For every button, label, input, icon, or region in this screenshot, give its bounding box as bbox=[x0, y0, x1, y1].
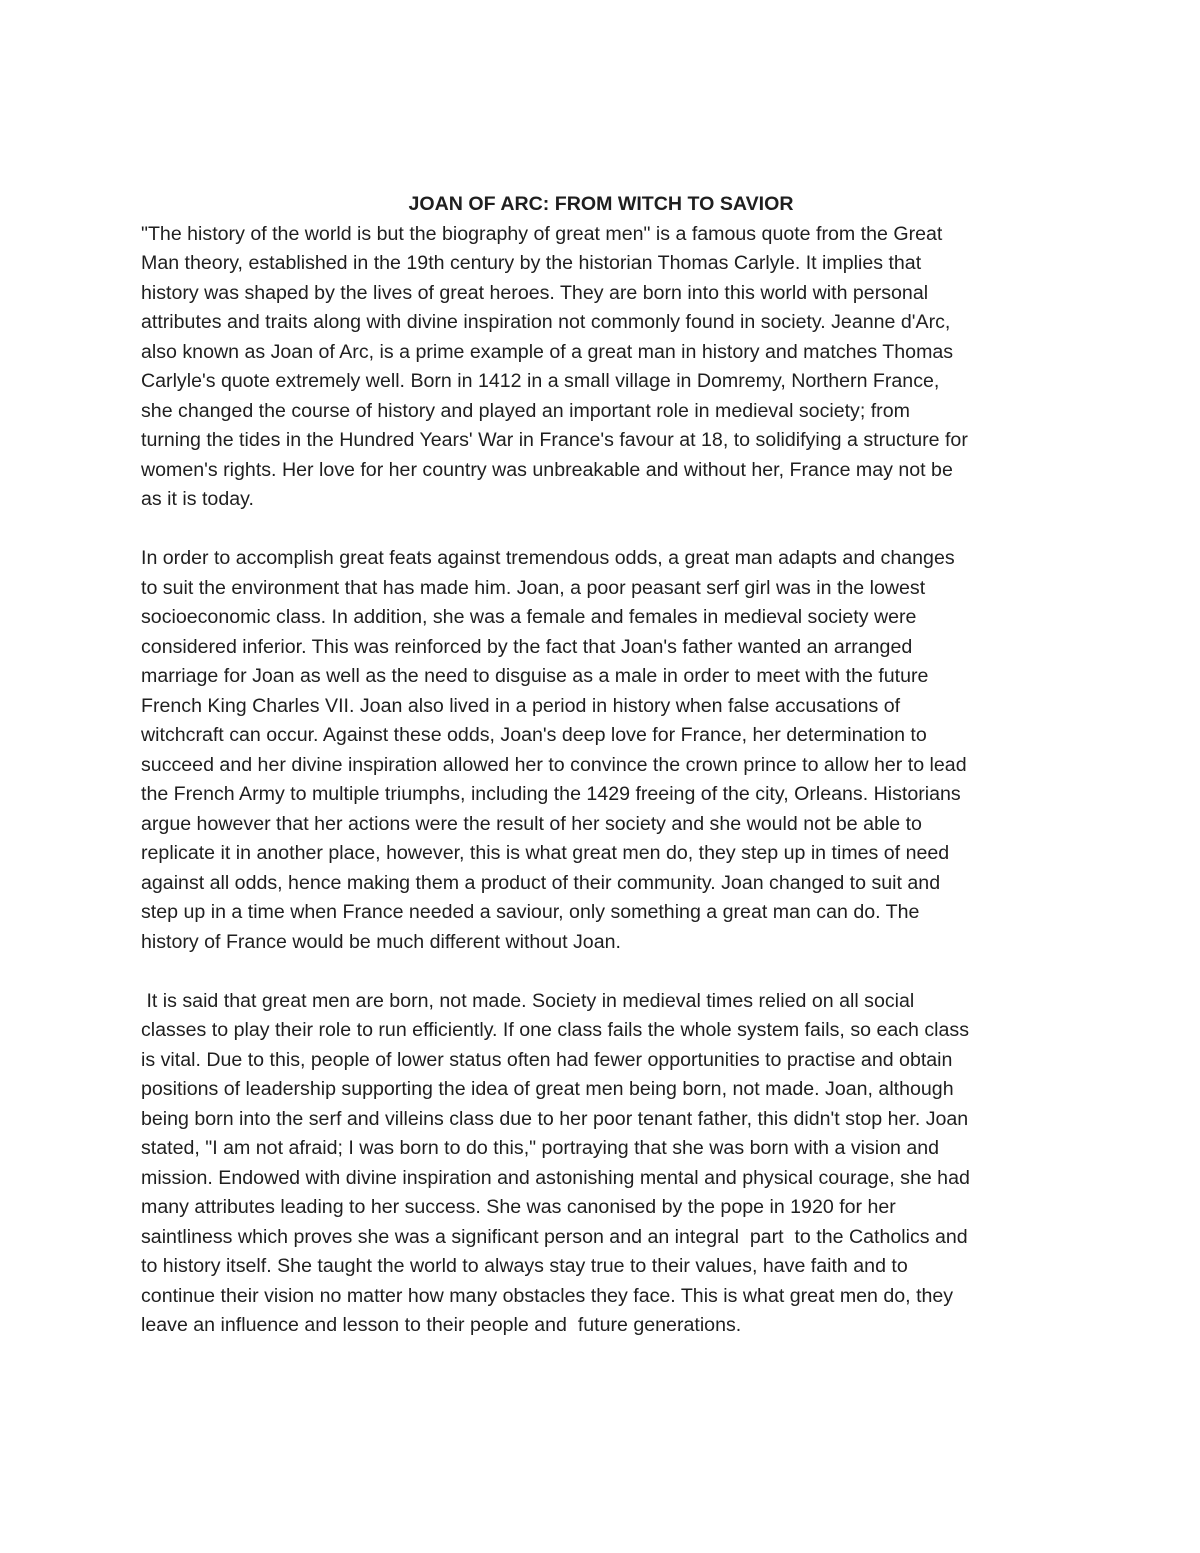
text-line: is vital. Due to this, people of lower status often had fewer opportunities to practise and obtain bbox=[141, 1048, 953, 1071]
text-line: women's rights. Her love for her country was unbreakable and without her, France may not be bbox=[141, 458, 953, 481]
text-line: Man theory, established in the 19th century by the historian Thomas Carlyle. It implies that bbox=[141, 252, 922, 274]
paragraphs-container bbox=[141, 220, 1061, 1341]
text-line: French King Charles VII. Joan also lived in a period in history when false accusations of bbox=[141, 694, 901, 717]
text-line: Carlyle's quote extremely well. Born in 1412 in a small village in Domremy, Northern France, bbox=[141, 370, 940, 392]
text-line: "The history of the world is but the biography of great men" is a famous quote from the Great bbox=[141, 222, 943, 245]
text-line: to suit the environment that has made him. Joan, a poor peasant serf girl was in the lowest bbox=[141, 576, 926, 599]
paragraph-3 bbox=[141, 987, 1061, 1341]
text-line: continue their vision no matter how many obstacles they face. This is what great men do, they bbox=[141, 1284, 954, 1307]
text-line: marriage for Joan as well as the need to disguise as a male in order to meet with the future bbox=[141, 665, 929, 687]
text-line: positions of leadership supporting the idea of great men being born, not made. Joan, although bbox=[141, 1078, 954, 1100]
text-line: mission. Endowed with divine inspiration and astonishing mental and physical courage, she had bbox=[141, 1166, 970, 1189]
text-line: she changed the course of history and played an important role in medieval society; from bbox=[141, 399, 910, 422]
paragraph-2 bbox=[141, 544, 1061, 957]
text-line: the French Army to multiple triumphs, including the 1429 freeing of the city, Orleans. Historians bbox=[141, 783, 961, 805]
text-line: socioeconomic class. In addition, she was a female and females in medieval society were bbox=[141, 606, 917, 628]
text-line: history was shaped by the lives of great heroes. They are born into this world with personal bbox=[141, 281, 929, 304]
paragraph-spacer bbox=[141, 957, 1061, 987]
text-line: step up in a time when France needed a saviour, only something a great man can do. The bbox=[141, 901, 920, 923]
text-line: against all odds, hence making them a product of their community. Joan changed to suit and bbox=[141, 871, 941, 894]
document-body bbox=[141, 190, 1061, 1341]
text-line: It is said that great men are born, not made. Society in medieval times relied on all social bbox=[141, 989, 915, 1012]
text-line: as it is today. bbox=[141, 488, 254, 510]
text-line: history of France would be much different without Joan. bbox=[141, 930, 621, 953]
text-line: succeed and her divine inspiration allowed her to convince the crown prince to allow her to lead bbox=[141, 753, 967, 776]
text-line: leave an influence and lesson to their people and future generations. bbox=[141, 1314, 742, 1336]
text-line: attributes and traits along with divine inspiration not commonly found in society. Jeanne d'Arc, bbox=[141, 311, 951, 333]
text-line: considered inferior. This was reinforced by the fact that Joan's father wanted an arranged bbox=[141, 635, 913, 658]
text-line: turning the tides in the Hundred Years' War in France's favour at 18, to solidifying a structure for bbox=[141, 429, 968, 451]
paragraph-1 bbox=[141, 220, 1061, 515]
text-line: replicate it in another place, however, this is what great men do, they step up in times of need bbox=[141, 842, 950, 864]
text-line: classes to play their role to run efficiently. If one class fails the whole system fails, so each class bbox=[141, 1019, 970, 1041]
document-title: JOAN OF ARC: FROM WITCH TO SAVIOR bbox=[408, 193, 794, 215]
paragraph-spacer bbox=[141, 515, 1061, 545]
text-line: being born into the serf and villeins class due to her poor tenant father, this didn't stop her. Joan bbox=[141, 1107, 969, 1130]
text-line: argue however that her actions were the result of her society and she would not be able to bbox=[141, 812, 922, 835]
text-line: stated, "I am not afraid; I was born to do this," portraying that she was born with a vision and bbox=[141, 1137, 940, 1159]
text-line: also known as Joan of Arc, is a prime example of a great man in history and matches Thomas bbox=[141, 340, 954, 363]
text-line: saintliness which proves she was a significant person and an integral part to the Catholics and bbox=[141, 1225, 968, 1248]
text-line: In order to accomplish great feats against tremendous odds, a great man adapts and changes bbox=[141, 547, 955, 569]
text-line: many attributes leading to her success. She was canonised by the pope in 1920 for her bbox=[141, 1196, 896, 1218]
text-line: witchcraft can occur. Against these odds, Joan's deep love for France, her determination to bbox=[141, 724, 927, 746]
text-line: to history itself. She taught the world to always stay true to their values, have faith and to bbox=[141, 1255, 908, 1277]
